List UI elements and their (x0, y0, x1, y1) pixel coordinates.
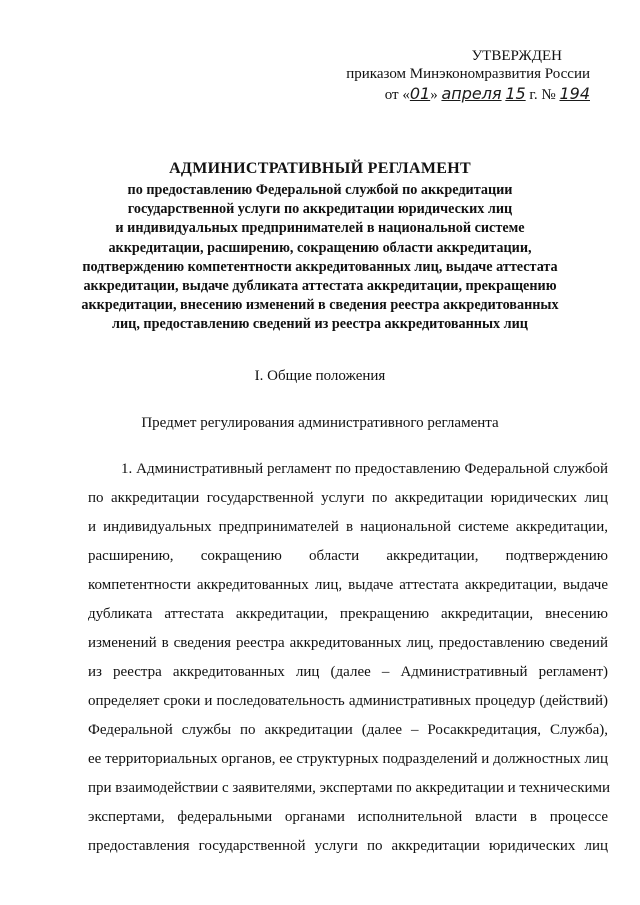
paragraph-line: и индивидуальных предпринимателей в национальной системе аккредитации, (88, 519, 608, 535)
handwritten-year: 15 (505, 84, 526, 103)
title-line: подтверждению компетентности аккредитованных лиц, выдаче аттестата (82, 258, 558, 275)
title-main: АДМИНИСТРАТИВНЫЙ РЕГЛАМЕНТ (169, 160, 471, 177)
paragraph-line: 1. Административный регламент по предоставлению Федеральной службой (121, 461, 608, 477)
approval-date-line (346, 85, 590, 104)
title-line: государственной услуги по аккредитации юридических лиц (127, 201, 513, 218)
document-title (70, 160, 570, 335)
approval-order: приказом Минэкономразвития России (346, 66, 590, 82)
paragraph-line: изменений в сведения реестра аккредитованных лиц, предоставлению сведений (88, 635, 608, 651)
paragraph-line: определяет сроки и последовательность административных процедур (действий) (88, 693, 608, 709)
paragraph-line: предоставления государственной услуги по аккредитации юридических лиц (88, 838, 608, 854)
title-line: по предоставлению Федеральной службой по аккредитации (127, 182, 513, 198)
date-prefix: от « (384, 87, 410, 103)
title-line: лиц, предоставлению сведений из реестра аккредитованных лиц (112, 316, 528, 333)
approval-stamp (346, 47, 590, 104)
handwritten-day: 01 (409, 84, 431, 103)
paragraph-line: из реестра аккредитованных лиц (далее – Административный регламент) (88, 664, 608, 680)
subject-heading: Предмет регулирования административного регламента (141, 415, 499, 431)
paragraph-line: Федеральной службы по аккредитации (далее – Росаккредитация, Служба), (88, 722, 608, 738)
year-suffix: г. № (525, 87, 556, 103)
title-line: аккредитации, расширению, сокращению области аккредитации, (108, 239, 532, 256)
paragraph-line: ее территориальных органов, ее структурных подразделений и должностных лиц (88, 751, 608, 767)
handwritten-month: апреля (441, 84, 502, 103)
paragraph-line: при взаимодействии с заявителями, экспертами по аккредитации и техническими (88, 780, 611, 796)
paragraph-line: расширению, сокращению области аккредитации, подтверждению (88, 548, 608, 564)
paragraph-line: по аккредитации государственной услуги по аккредитации юридических лиц (88, 490, 608, 506)
section-heading: I. Общие положения (254, 368, 386, 384)
handwritten-number: 194 (559, 84, 590, 103)
date-close-quote: » (430, 87, 438, 103)
approval-title: УТВЕРЖДЕН (471, 48, 562, 64)
paragraph-line: экспертами, федеральными органами исполнительной власти в процессе (88, 809, 608, 825)
title-line: аккредитации, внесению изменений в сведения реестра аккредитованных (81, 297, 559, 314)
title-line: и индивидуальных предпринимателей в национальной системе (115, 220, 525, 237)
paragraph-line: дубликата аттестата аккредитации, прекращению аккредитации, внесению (88, 606, 608, 622)
paragraph-line: компетентности аккредитованных лиц, выдаче аттестата аккредитации, выдаче (88, 577, 608, 593)
title-line: аккредитации, выдаче дубликата аттестата аккредитации, прекращению (83, 278, 557, 295)
